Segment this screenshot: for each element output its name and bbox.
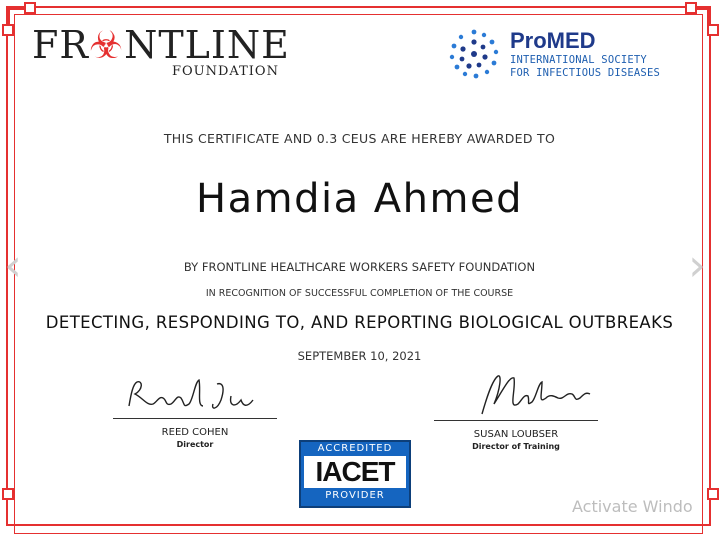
signatory-title: Director bbox=[176, 440, 214, 449]
next-arrow-icon[interactable]: › bbox=[688, 240, 706, 291]
signatory-name: SUSAN LOUBSER bbox=[473, 429, 559, 440]
course-title: DETECTING, RESPONDING TO, AND REPORTING BIOLOGICAL OUTBREAKS bbox=[45, 313, 674, 332]
awarded-line: THIS CERTIFICATE AND 0.3 CEUS ARE HEREBY AWARDED TO bbox=[163, 131, 556, 146]
completion-date: SEPTEMBER 10, 2021 bbox=[297, 349, 422, 363]
recognition-line: IN RECOGNITION OF SUCCESSFUL COMPLETION OF THE COURSE bbox=[205, 288, 514, 299]
molecule-dots-icon bbox=[448, 28, 500, 80]
signature-scribble bbox=[113, 376, 277, 414]
badge-main-text: IACET bbox=[304, 456, 406, 488]
badge-bottom-text: PROVIDER bbox=[301, 489, 409, 502]
frontline-subtitle: FOUNDATION bbox=[172, 64, 279, 79]
badge-top-text: ACCREDITED bbox=[301, 442, 409, 455]
recipient-name: Hamdia Ahmed bbox=[196, 176, 523, 222]
signature-scribble bbox=[434, 370, 598, 416]
prev-arrow-icon[interactable]: ‹ bbox=[4, 240, 22, 291]
frontline-wordmark: FR☣NTLINE bbox=[32, 23, 290, 67]
promed-name: ProMED bbox=[510, 28, 596, 53]
signatory-title: Director of Training bbox=[472, 442, 560, 451]
activation-watermark: Activate Windo bbox=[572, 497, 693, 516]
promed-logo bbox=[448, 28, 688, 82]
society-line-2: FOR INFECTIOUS DISEASES bbox=[510, 67, 660, 79]
iacet-badge bbox=[299, 440, 411, 508]
frontline-logo bbox=[32, 23, 290, 82]
society-line-1: INTERNATIONAL SOCIETY bbox=[510, 54, 647, 66]
signature-susan-loubser bbox=[434, 370, 598, 451]
issuer-line: BY FRONTLINE HEALTHCARE WORKERS SAFETY FOUNDATION bbox=[183, 260, 536, 274]
signatory-name: REED COHEN bbox=[161, 427, 229, 438]
signature-reed-cohen bbox=[113, 376, 277, 449]
biohazard-icon: ☣ bbox=[88, 23, 125, 67]
